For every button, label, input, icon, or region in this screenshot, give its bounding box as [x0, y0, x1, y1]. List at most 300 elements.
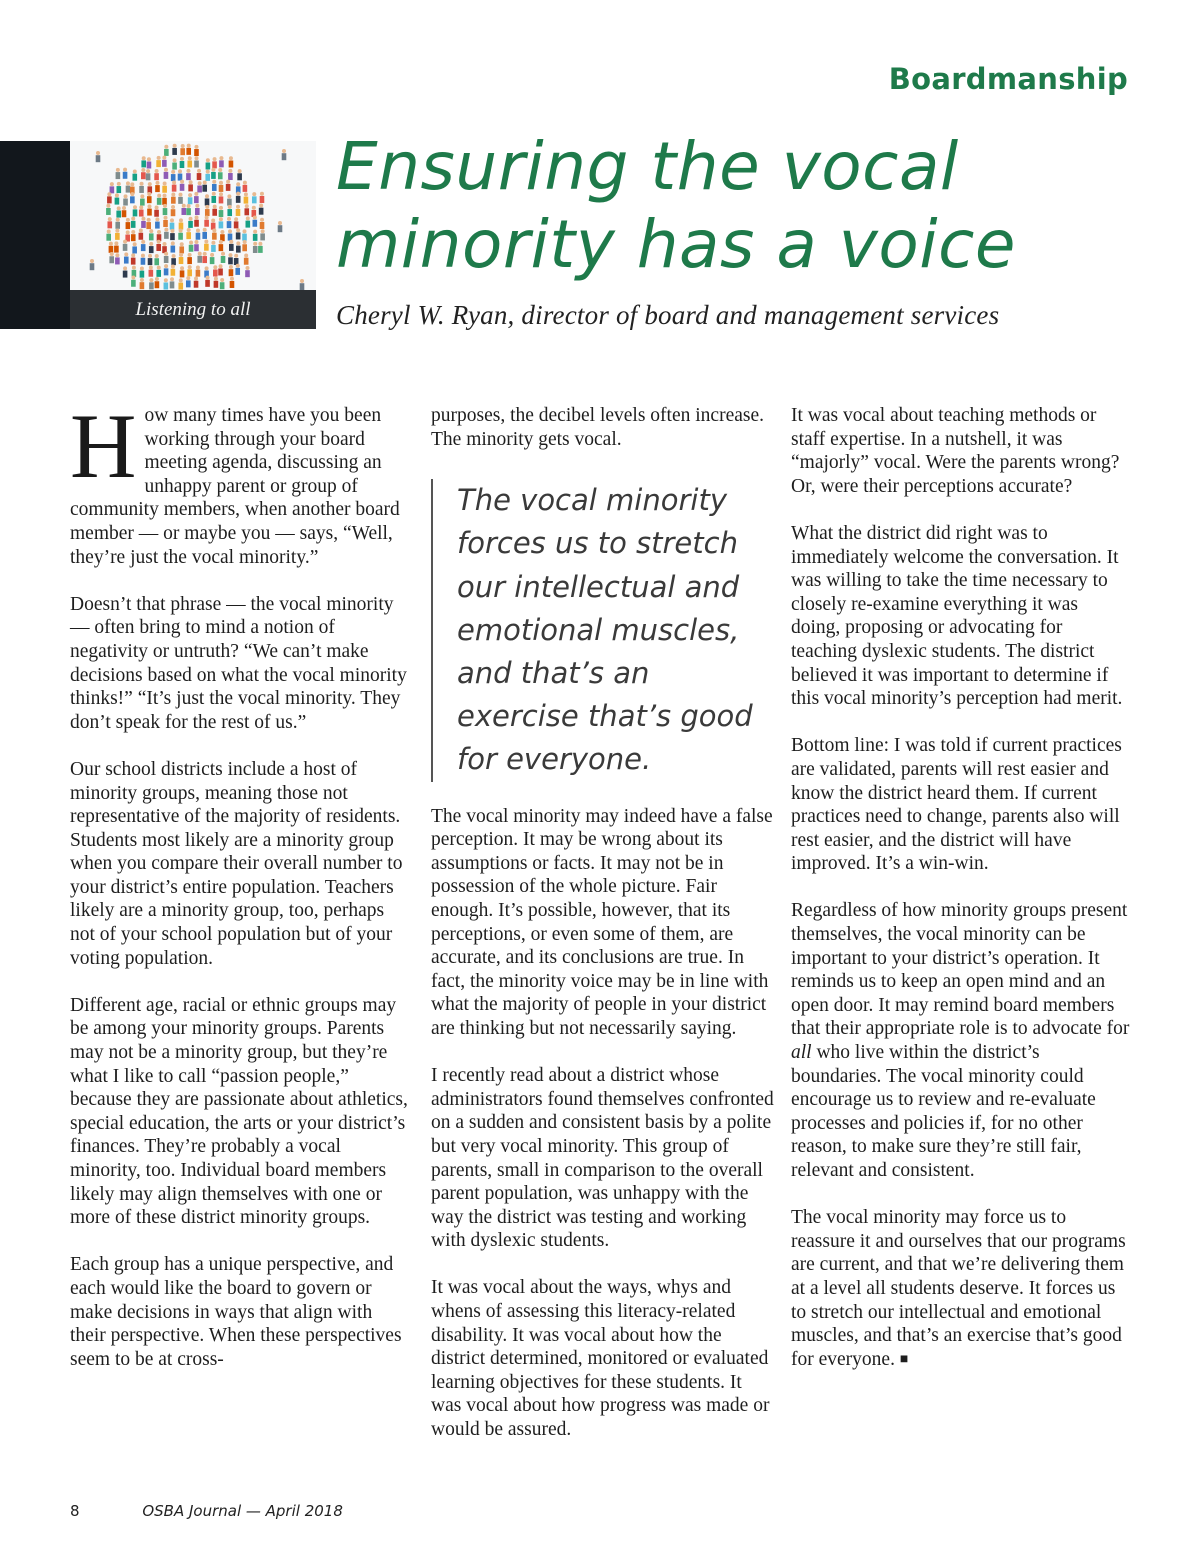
person-body-icon: [131, 234, 136, 241]
person-head-icon: [194, 145, 198, 149]
person-body-icon: [212, 209, 217, 216]
person-body-icon: [194, 161, 199, 168]
person-head-icon: [171, 193, 175, 197]
person-body-icon: [163, 208, 168, 215]
person-body-icon: [156, 244, 161, 251]
person-head-icon: [260, 192, 264, 196]
person-head-icon: [147, 157, 151, 161]
person-head-icon: [123, 266, 127, 270]
person-body-icon: [115, 222, 120, 229]
person-head-icon: [260, 218, 264, 222]
person-head-icon: [210, 253, 214, 257]
person-body-icon: [186, 208, 191, 215]
person-body-icon: [194, 220, 199, 227]
person-head-icon: [130, 192, 134, 196]
person-body-icon: [219, 221, 224, 228]
person-head-icon: [157, 240, 161, 244]
person-head-icon: [142, 156, 146, 160]
person-body-icon: [229, 269, 234, 276]
person-body-icon: [149, 246, 154, 253]
person-head-icon: [253, 216, 257, 220]
person-body-icon: [244, 208, 249, 215]
person-body-icon: [171, 269, 176, 276]
person-body-icon: [205, 198, 210, 205]
person-head-icon: [195, 156, 199, 160]
person-head-icon: [132, 266, 136, 270]
person-head-icon: [219, 240, 223, 244]
person-head-icon: [178, 193, 182, 197]
person-head-icon: [228, 229, 232, 233]
person-body-icon: [170, 233, 175, 240]
person-head-icon: [149, 266, 153, 270]
person-body-icon: [195, 208, 200, 215]
person-head-icon: [227, 194, 231, 198]
person-head-icon: [229, 240, 233, 244]
issue-info: OSBA Journal — April 2018: [142, 1502, 343, 1520]
person-body-icon: [154, 210, 159, 217]
person-body-icon: [212, 161, 217, 168]
person-body-icon: [227, 221, 232, 228]
person-body-icon: [260, 233, 265, 240]
person-head-icon: [245, 204, 249, 208]
person-head-icon: [149, 242, 153, 246]
person-body-icon: [180, 184, 185, 191]
person-body-icon: [259, 208, 264, 215]
person-body-icon: [149, 282, 154, 289]
person-body-icon: [96, 155, 101, 162]
person-body-icon: [156, 270, 161, 277]
person-body-icon: [211, 245, 216, 252]
person-head-icon: [238, 169, 242, 173]
person-head-icon: [278, 221, 282, 225]
person-head-icon: [194, 240, 198, 244]
person-head-icon: [236, 228, 240, 232]
person-head-icon: [139, 205, 143, 209]
person-body-icon: [228, 257, 233, 264]
person-body-icon: [253, 220, 258, 227]
person-body-icon: [178, 197, 183, 204]
person-body-icon: [187, 269, 192, 276]
person-head-icon: [282, 149, 286, 153]
person-head-icon: [243, 181, 247, 185]
person-head-icon: [220, 278, 224, 282]
person-body-icon: [236, 232, 241, 239]
person-body-icon: [90, 263, 95, 270]
person-body-icon: [178, 283, 183, 290]
person-body-icon: [124, 257, 129, 264]
paragraph: [791, 899, 1131, 1182]
person-body-icon: [110, 186, 115, 193]
person-head-icon: [172, 180, 176, 184]
person-body-icon: [123, 271, 128, 278]
person-body-icon: [221, 256, 226, 263]
person-body-icon: [213, 270, 218, 277]
person-head-icon: [234, 217, 238, 221]
image-caption: Listening to all: [70, 290, 316, 329]
person-head-icon: [220, 230, 224, 234]
paragraph: Each group has a unique perspective, and each would like the board to govern or make decisions in ways that align with their perspective. When these perspectives seem to be at cross-: [70, 1254, 402, 1370]
paragraph: Our school districts include a host of minority groups, meaning those not representative of the majority of residents. Students most likely are a minority group when you compare their overall number to your district’s entire population. Teachers likely are a minority group, too, perhaps not of your school population but of your voting population.: [70, 758, 403, 969]
person-body-icon: [106, 234, 111, 241]
person-head-icon: [242, 229, 246, 233]
person-head-icon: [188, 156, 192, 160]
person-head-icon: [214, 277, 218, 281]
person-head-icon: [236, 264, 240, 268]
person-head-icon: [157, 194, 161, 198]
person-body-icon: [123, 172, 128, 179]
person-body-icon: [194, 281, 199, 288]
person-body-icon: [155, 222, 160, 229]
person-head-icon: [179, 278, 183, 282]
person-head-icon: [211, 241, 215, 245]
person-body-icon: [205, 174, 210, 181]
person-head-icon: [163, 204, 167, 208]
person-head-icon: [180, 157, 184, 161]
article-column-2: [431, 404, 774, 1465]
person-body-icon: [228, 234, 233, 241]
person-head-icon: [126, 230, 130, 234]
person-body-icon: [181, 208, 186, 215]
paragraph: Doesn’t that phrase — the vocal minority — often bring to mind a notion of negativity or untruth? “We can’t make decisions based on what the vocal minority thinks!” “It’s just the vocal minority. They don’t speak for the rest of us.”: [70, 593, 407, 733]
person-head-icon: [171, 241, 175, 245]
paragraph-text: ow many times have you been working through your board meeting agenda, discussing an unhappy parent or group of community members, when another board member — or maybe you — says, “Well, they’re just the vocal minority.”: [70, 405, 400, 568]
paragraph: The vocal minority may indeed have a false perception. It may be wrong about its assumptions or facts. It may not be in possession of the whole picture. Fair enough. It’s possible, however, that its perceptions, or even some of them, are accurate, and its conclusions are true. In fact, the minority voice may be in line with what the majority of people in your district are thinking but not necessarily saying.: [431, 805, 773, 1039]
person-head-icon: [163, 242, 167, 246]
person-body-icon: [131, 221, 136, 228]
dark-side-bar: [0, 141, 70, 329]
person-head-icon: [140, 194, 144, 198]
person-head-icon: [126, 181, 130, 185]
paragraph: [70, 395, 410, 569]
person-body-icon: [219, 160, 224, 167]
person-body-icon: [170, 223, 175, 230]
person-body-icon: [162, 160, 167, 167]
person-head-icon: [141, 254, 145, 258]
person-body-icon: [122, 210, 127, 217]
paragraph-text: Regardless of how minority groups present themselves, the vocal minority can be important to your district’s operation. It reminds us to keep an open mind and an open door. It may remind board members that their appropriate role is to advocate for: [791, 900, 1130, 1040]
paragraph: Bottom line: I was told if current practices are validated, parents will rest easier and know the district heard them. If current practices need to change, parents also will rest easier, and the district will have improved. It’s a win-win.: [791, 735, 1122, 875]
person-head-icon: [110, 182, 114, 186]
person-body-icon: [206, 162, 211, 169]
person-body-icon: [194, 149, 199, 156]
person-body-icon: [141, 244, 146, 251]
person-head-icon: [252, 192, 256, 196]
person-head-icon: [194, 277, 198, 281]
person-body-icon: [219, 210, 224, 217]
person-head-icon: [170, 277, 174, 281]
person-body-icon: [146, 222, 151, 229]
person-body-icon: [197, 185, 202, 192]
person-body-icon: [116, 172, 121, 179]
person-body-icon: [189, 245, 194, 252]
person-body-icon: [197, 256, 202, 263]
person-head-icon: [203, 252, 207, 256]
person-head-icon: [194, 192, 198, 196]
person-body-icon: [109, 256, 114, 263]
person-body-icon: [155, 185, 160, 192]
person-head-icon: [203, 181, 207, 185]
person-head-icon: [196, 229, 200, 233]
person-body-icon: [202, 232, 207, 239]
person-head-icon: [164, 168, 168, 172]
person-body-icon: [196, 233, 201, 240]
person-head-icon: [140, 278, 144, 282]
person-head-icon: [96, 151, 100, 155]
byline: Cheryl W. Ryan, director of board and management services: [336, 300, 1000, 330]
person-head-icon: [147, 218, 151, 222]
person-body-icon: [107, 196, 112, 203]
person-body-icon: [236, 196, 241, 203]
person-head-icon: [124, 194, 128, 198]
person-body-icon: [219, 185, 224, 192]
person-body-icon: [211, 196, 216, 203]
person-body-icon: [180, 161, 185, 168]
section-label: Boardmanship: [888, 62, 1128, 96]
person-body-icon: [141, 258, 146, 265]
paragraph: Different age, racial or ethnic groups may be among your minority groups. Parents may not be a minority group, but they’re what I like to call “passion people,” because they are passionate about athletics, special education, the arts or your district’s finances. They’re probably a vocal minority, too. Individual board members likely may align themselves with one or more of these district minority groups.: [70, 994, 408, 1229]
person-body-icon: [214, 281, 219, 288]
person-body-icon: [131, 258, 136, 265]
person-body-icon: [148, 258, 153, 265]
person-head-icon: [164, 216, 168, 220]
person-body-icon: [126, 186, 131, 193]
person-body-icon: [170, 281, 175, 288]
person-body-icon: [244, 197, 249, 204]
person-head-icon: [170, 229, 174, 233]
person-head-icon: [180, 180, 184, 184]
person-body-icon: [253, 246, 258, 253]
person-head-icon: [157, 230, 161, 234]
person-body-icon: [109, 246, 114, 253]
person-head-icon: [124, 252, 128, 256]
person-head-icon: [186, 276, 190, 280]
person-body-icon: [140, 199, 145, 206]
person-head-icon: [189, 217, 193, 221]
paragraph: I recently read about a district whose administrators found themselves confronted on a sudden and consistent basis by a polite but very vocal minority. This group of parents, small in comparison to the overall parent population, was unhappy with the way the district was testing and working with dyslexic students.: [431, 1065, 774, 1252]
person-body-icon: [188, 184, 193, 191]
person-head-icon: [211, 218, 215, 222]
person-body-icon: [205, 280, 210, 287]
person-head-icon: [211, 168, 215, 172]
person-body-icon: [235, 268, 240, 275]
person-head-icon: [219, 264, 223, 268]
person-body-icon: [227, 199, 232, 206]
person-head-icon: [123, 168, 127, 172]
person-head-icon: [155, 206, 159, 210]
person-head-icon: [107, 230, 111, 234]
person-body-icon: [154, 258, 159, 265]
person-body-icon: [180, 148, 185, 155]
person-head-icon: [171, 265, 175, 269]
person-body-icon: [132, 246, 137, 253]
person-head-icon: [123, 240, 127, 244]
person-body-icon: [212, 233, 217, 240]
person-head-icon: [228, 169, 232, 173]
person-head-icon: [188, 193, 192, 197]
person-head-icon: [115, 253, 119, 257]
person-body-icon: [164, 149, 169, 156]
person-head-icon: [198, 181, 202, 185]
person-body-icon: [202, 256, 207, 263]
person-head-icon: [261, 229, 265, 233]
person-head-icon: [186, 169, 190, 173]
person-head-icon: [213, 265, 217, 269]
person-head-icon: [253, 230, 257, 234]
person-body-icon: [126, 222, 131, 229]
person-body-icon: [282, 153, 287, 160]
person-body-icon: [172, 163, 177, 170]
person-head-icon: [188, 253, 192, 257]
paragraph: purposes, the decibel levels often increase. The minority gets vocal.: [431, 405, 764, 450]
person-body-icon: [236, 209, 241, 216]
person-body-icon: [164, 268, 169, 275]
person-head-icon: [236, 192, 240, 196]
person-body-icon: [162, 198, 167, 205]
person-body-icon: [220, 282, 225, 289]
person-head-icon: [180, 242, 184, 246]
person-head-icon: [229, 265, 233, 269]
person-head-icon: [155, 277, 159, 281]
person-head-icon: [141, 168, 145, 172]
person-head-icon: [155, 169, 159, 173]
person-body-icon: [196, 270, 201, 277]
person-head-icon: [219, 181, 223, 185]
person-head-icon: [212, 180, 216, 184]
person-head-icon: [126, 218, 130, 222]
person-body-icon: [147, 209, 152, 216]
person-body-icon: [228, 173, 233, 180]
person-head-icon: [180, 266, 184, 270]
person-head-icon: [155, 181, 159, 185]
person-head-icon: [236, 205, 240, 209]
person-head-icon: [218, 168, 222, 172]
person-body-icon: [186, 232, 191, 239]
person-head-icon: [163, 182, 167, 186]
person-head-icon: [179, 218, 183, 222]
article-title: Ensuring the vocal minority has a voice: [336, 128, 1016, 283]
person-body-icon: [139, 186, 144, 193]
person-body-icon: [164, 256, 169, 263]
person-head-icon: [226, 180, 230, 184]
person-head-icon: [170, 218, 174, 222]
person-body-icon: [253, 234, 258, 241]
person-head-icon: [245, 266, 249, 270]
person-body-icon: [186, 280, 191, 287]
person-head-icon: [164, 264, 168, 268]
person-head-icon: [236, 182, 240, 186]
paragraph-text: The vocal minority may force us to reassure it and ourselves that our programs are current, and that we’re delivering them at a level all students deserve. It forces us to stretch our intellectual and emotional muscles, and that’s an exercise that’s good for everyone.: [791, 1207, 1126, 1370]
person-head-icon: [157, 156, 161, 160]
person-body-icon: [278, 225, 283, 232]
person-head-icon: [162, 156, 166, 160]
person-head-icon: [244, 192, 248, 196]
person-head-icon: [187, 228, 191, 232]
person-head-icon: [204, 240, 208, 244]
person-body-icon: [260, 222, 265, 229]
page-footer: [70, 1502, 343, 1520]
person-body-icon: [194, 244, 199, 251]
person-body-icon: [244, 258, 249, 265]
person-body-icon: [229, 161, 234, 168]
person-head-icon: [195, 204, 199, 208]
person-head-icon: [148, 254, 152, 258]
person-body-icon: [133, 209, 138, 216]
person-body-icon: [171, 209, 176, 216]
person-head-icon: [171, 205, 175, 209]
person-body-icon: [260, 196, 265, 203]
person-head-icon: [133, 242, 137, 246]
person-head-icon: [227, 217, 231, 221]
person-head-icon: [234, 254, 238, 258]
person-body-icon: [149, 270, 154, 277]
person-body-icon: [162, 186, 167, 193]
person-head-icon: [131, 217, 135, 221]
person-head-icon: [187, 144, 191, 148]
person-head-icon: [178, 169, 182, 173]
person-head-icon: [149, 278, 153, 282]
person-head-icon: [172, 254, 176, 258]
person-head-icon: [155, 217, 159, 221]
person-body-icon: [130, 196, 135, 203]
person-body-icon: [218, 172, 223, 179]
person-body-icon: [234, 221, 239, 228]
person-head-icon: [131, 230, 135, 234]
person-body-icon: [115, 198, 120, 205]
person-body-icon: [140, 282, 145, 289]
person-body-icon: [179, 257, 184, 264]
person-head-icon: [110, 252, 114, 256]
person-head-icon: [117, 182, 121, 186]
paragraph: What the district did right was to immediately welcome the conversation. It was willing to take the time necessary to closely re-examine everything it was doing, proposing or advocating for teaching dyslexic students. The district believed it was important to determine if this vocal minority’s perception had merit.: [791, 522, 1123, 710]
person-body-icon: [123, 244, 128, 251]
person-head-icon: [230, 277, 234, 281]
person-body-icon: [172, 148, 177, 155]
person-head-icon: [173, 158, 177, 162]
person-head-icon: [213, 157, 217, 161]
person-head-icon: [195, 216, 199, 220]
person-body-icon: [202, 185, 207, 192]
person-head-icon: [148, 182, 152, 186]
person-head-icon: [133, 169, 137, 173]
paragraph: [791, 1206, 1131, 1371]
person-head-icon: [147, 192, 151, 196]
person-body-icon: [187, 160, 192, 167]
person-body-icon: [204, 220, 209, 227]
person-head-icon: [173, 144, 177, 148]
person-body-icon: [156, 160, 161, 167]
person-body-icon: [164, 282, 169, 289]
article-column-1: [70, 395, 410, 1395]
person-head-icon: [213, 205, 217, 209]
paragraph: It was vocal about teaching methods or staff expertise. In a nutshell, it was “majorly” vocal. Were the parents wrong? Or, were their perceptions accurate?: [791, 405, 1120, 497]
person-head-icon: [212, 192, 216, 196]
person-body-icon: [252, 196, 257, 203]
person-body-icon: [164, 232, 169, 239]
person-body-icon: [107, 221, 112, 228]
person-head-icon: [122, 206, 126, 210]
person-head-icon: [90, 259, 94, 263]
pull-quote: The vocal minority forces us to stretch our intellectual and emotional muscles, and that’s an exercise that’s good for everyone.: [431, 479, 774, 781]
person-body-icon: [197, 173, 202, 180]
person-head-icon: [236, 241, 240, 245]
person-body-icon: [237, 173, 242, 180]
person-body-icon: [154, 173, 159, 180]
person-body-icon: [106, 208, 111, 215]
person-body-icon: [218, 268, 223, 275]
person-body-icon: [219, 244, 224, 251]
person-body-icon: [186, 173, 191, 180]
person-head-icon: [206, 276, 210, 280]
